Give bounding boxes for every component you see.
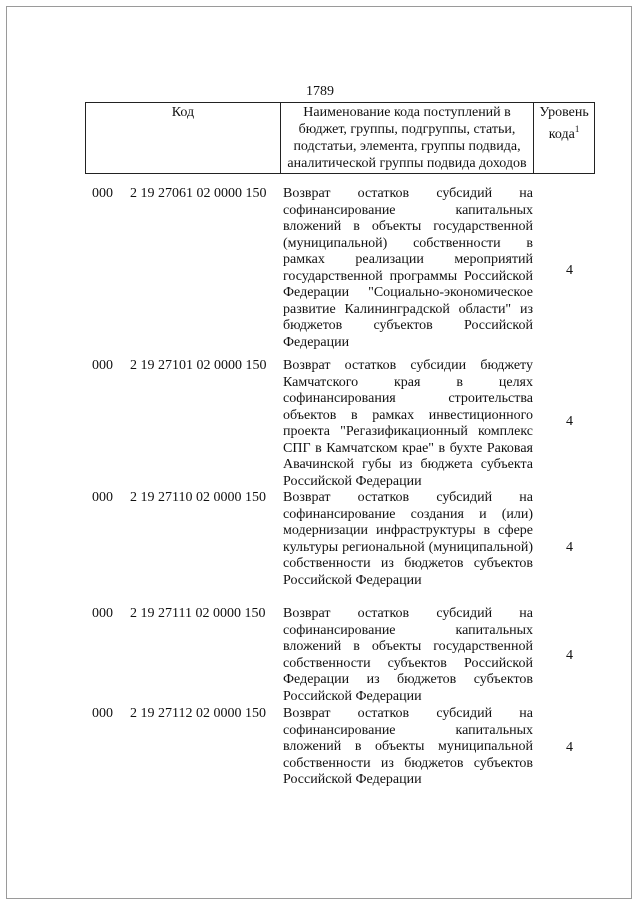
row-code: 2 19 27112 02 0000 150 — [130, 706, 266, 721]
row-description: Возврат остатков субсидии бюджету Камчатского края в целях софинансирования строительства объектов в рамках инвестиционного проекта "Регазификационный комплекс СПГ в Камчатском крае" в бухте Раковая Авачинской губы из бюджета субъекта Российской Федерации — [283, 358, 533, 489]
row-admin-code: 000 — [92, 706, 113, 721]
row-code: 2 19 27110 02 0000 150 — [130, 490, 266, 505]
row-level: 4 — [566, 648, 573, 663]
row-description: Возврат остатков субсидий на софинансирование создания и (или) модернизации инфраструктуры в сфере культуры региональной (муниципальной) собственности из бюджетов субъектов Российской Федерации — [283, 490, 533, 588]
header-table — [85, 102, 595, 174]
row-description: Возврат остатков субсидий на софинансирование капитальных вложений в объекты муниципальной собственности из бюджетов субъектов Российской Федерации — [283, 706, 533, 787]
row-level: 4 — [566, 414, 573, 429]
row-admin-code: 000 — [92, 358, 113, 373]
row-admin-code: 000 — [92, 490, 113, 505]
header-level-footnote: 1 — [574, 124, 580, 134]
row-description: Возврат остатков субсидий на софинансирование капитальных вложений в объекты государственной собственности субъектов Российской Федерации из бюджетов субъектов Российской Федерации — [283, 606, 533, 704]
header-name: Наименование кода поступлений в бюджет, группы, подгруппы, статьи, подстатьи, элемента, группы подвида, аналитической группы подвида доходов — [280, 103, 533, 174]
row-admin-code: 000 — [92, 186, 113, 201]
row-level: 4 — [566, 540, 573, 555]
row-admin-code: 000 — [92, 606, 113, 621]
page-number: 1789 — [306, 84, 334, 99]
row-code: 2 19 27111 02 0000 150 — [130, 606, 266, 621]
header-kod: Код — [86, 103, 281, 174]
row-level: 4 — [566, 740, 573, 755]
header-level-text: Уровень кода — [539, 105, 589, 142]
header-level — [534, 103, 595, 174]
row-code: 2 19 27101 02 0000 150 — [130, 358, 267, 373]
row-code: 2 19 27061 02 0000 150 — [130, 186, 267, 201]
row-description: Возврат остатков субсидий на софинансирование капитальных вложений в объекты государственной (муниципальной) собственности в рамках реализации мероприятий государственной программы Российской Федерации "Социально-экономическое развитие Калининградской области" из бюджетов субъектов Российской Федерации — [283, 186, 533, 350]
row-level: 4 — [566, 263, 573, 278]
